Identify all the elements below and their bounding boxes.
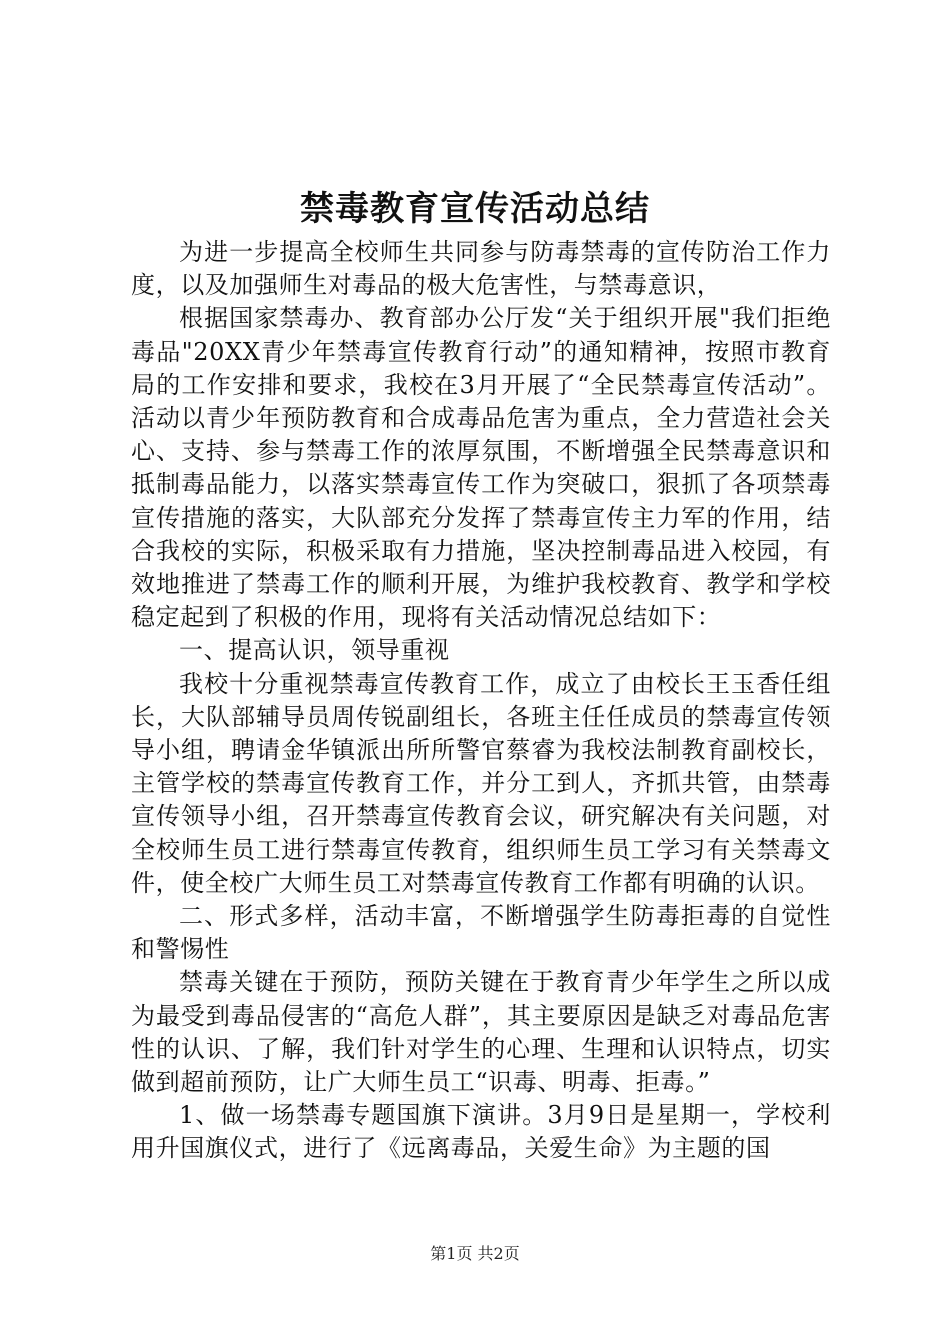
section-heading-1: 一、提高认识，领导重视 — [179, 636, 450, 665]
page-footer: 第1页 共2页 — [430, 1244, 520, 1263]
paragraph-prevention: 禁毒关键在于预防，预防关键在于教育青少年学生之所以成为最受到毒品侵害的“高危人群”，其主要原因是缺乏对毒品危害性的认识、了解，我们针对学生的心理、生理和认识特点，切实做到超前预防，让广大师生员工“识毒、明毒、拒毒。” — [131, 968, 831, 1097]
paragraph-intro: 为进一步提高全校师生共同参与防毒禁毒的宣传防治工作力度，以及加强师生对毒品的极大危害性，与禁毒意识， — [131, 238, 831, 300]
document-title: 禁毒教育宣传活动总结 — [300, 189, 650, 229]
paragraph-item-1: 1、做一场禁毒专题国旗下演讲。3月9日是星期一，学校利用升国旗仪式，进行了《远离毒品，关爱生命》为主题的国 — [131, 1101, 831, 1163]
paragraph-leadership: 我校十分重视禁毒宣传教育工作，成立了由校长王玉香任组长，大队部辅导员周传锐副组长，各班主任任成员的禁毒宣传领导小组，聘请金华镇派出所所警官蔡睿为我校法制教育副校长，主管学校的禁毒宣传教育工作，并分工到人，齐抓共管，由禁毒宣传领导小组，召开禁毒宣传教育会议，研究解决有关问题，对全校师生员工进行禁毒宣传教育，组织师生员工学习有关禁毒文件，使全校广大师生员工对禁毒宣传教育工作都有明确的认识。 — [131, 669, 831, 897]
paragraph-background: 根据国家禁毒办、教育部办公厅发“关于组织开展"我们拒绝毒品"20XX青少年禁毒宣传教育行动”的通知精神，按照市教育局的工作安排和要求，我校在3月开展了“全民禁毒宣传活动”。活动以青少年预防教育和合成毒品危害为重点，全力营造社会关心、支持、参与禁毒工作的浓厚氛围，不断增强全民禁毒意识和抵制毒品能力，以落实禁毒宣传工作为突破口，狠抓了各项禁毒宣传措施的落实，大队部充分发挥了禁毒宣传主力军的作用，结合我校的实际，积极采取有力措施，坚决控制毒品进入校园，有效地推进了禁毒工作的顺利开展，为维护我校教育、教学和学校稳定起到了积极的作用，现将有关活动情况总结如下： — [131, 304, 831, 632]
section-heading-2: 二、形式多样，活动丰富，不断增强学生防毒拒毒的自觉性和警惕性 — [131, 902, 831, 964]
document-body — [131, 236, 831, 1166]
